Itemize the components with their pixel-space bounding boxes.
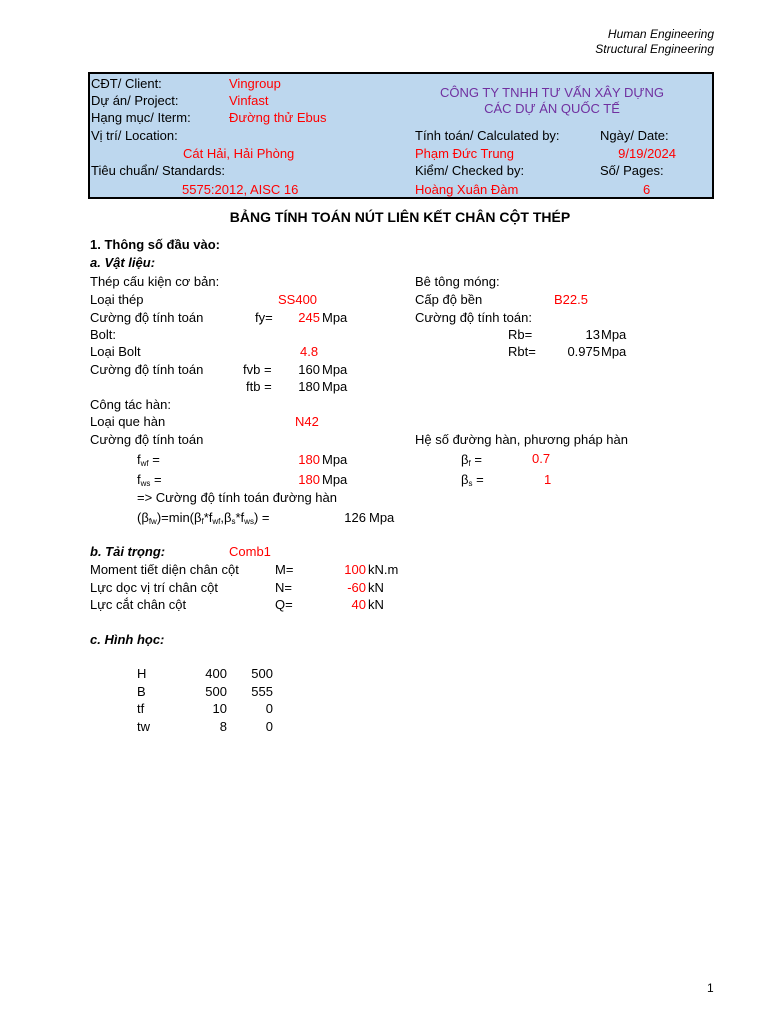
loads-heading: b. Tải trọng: bbox=[90, 544, 166, 559]
geometry-row-name: tw bbox=[137, 719, 150, 734]
date-label: Ngày/ Date: bbox=[600, 128, 669, 143]
fvb-label: fvb = bbox=[243, 362, 272, 377]
rbt-label: Rbt= bbox=[508, 344, 536, 359]
beta-s-symbol: $\beta_s$ = bbox=[461, 472, 484, 488]
client-label: CĐT/ Client: bbox=[91, 76, 162, 91]
weld-heading: Công tác hàn: bbox=[90, 397, 171, 412]
client-value: Vingroup bbox=[229, 76, 281, 91]
standards-value: 5575:2012, AISC 16 bbox=[182, 182, 299, 197]
fws-symbol: $f_{ws}$ = bbox=[137, 472, 162, 488]
header-company-line2: Structural Engineering bbox=[595, 42, 714, 56]
standards-label: Tiêu chuẩn/ Standards: bbox=[91, 163, 225, 178]
moment-unit: kN.m bbox=[368, 562, 399, 577]
geometry-row-value1: 10 bbox=[212, 701, 227, 716]
beta-s-value: 1 bbox=[544, 472, 552, 487]
geometry-row-value1: 8 bbox=[219, 719, 227, 734]
moment-label: Moment tiết diện chân cột bbox=[90, 562, 239, 577]
bolt-type-value: 4.8 bbox=[300, 344, 319, 359]
steel-type-value: SS400 bbox=[278, 292, 318, 307]
axial-value: -60 bbox=[347, 580, 366, 595]
shear-unit: kN bbox=[368, 597, 384, 612]
pages-value: 6 bbox=[643, 182, 651, 197]
geometry-row-value1: 400 bbox=[205, 666, 227, 681]
geometry-row-value2: 555 bbox=[251, 684, 273, 699]
bolt-strength-label: Cường độ tính toán bbox=[90, 362, 204, 377]
load-combo-value: Comb1 bbox=[229, 544, 271, 559]
rb-unit: Mpa bbox=[601, 327, 627, 342]
concrete-grade-label: Cấp độ bền bbox=[415, 292, 483, 307]
weld-coef-heading: Hệ số đường hàn, phương pháp hàn bbox=[415, 432, 628, 447]
fvb-value: 160 bbox=[298, 362, 320, 377]
bfw-unit: Mpa bbox=[369, 510, 395, 525]
document-title: BẢNG TÍNH TOÁN NÚT LIÊN KẾT CHÂN CỘT THÉP bbox=[229, 209, 571, 225]
fy-value: 245 bbox=[298, 310, 320, 325]
geometry-row-name: B bbox=[137, 684, 146, 699]
shear-label: Lực cắt chân cột bbox=[90, 597, 187, 612]
bfw-value: 126 bbox=[344, 510, 366, 525]
bolt-heading: Bolt: bbox=[90, 327, 117, 342]
bolt-type-label: Loại Bolt bbox=[90, 344, 141, 359]
concrete-strength-label: Cường độ tính toán: bbox=[415, 310, 532, 325]
fwf-unit: Mpa bbox=[322, 452, 348, 467]
project-label: Dự án/ Project: bbox=[91, 93, 179, 108]
rb-label: Rb= bbox=[508, 327, 533, 342]
axial-unit: kN bbox=[368, 580, 384, 595]
fws-value: 180 bbox=[298, 472, 320, 487]
project-value: Vinfast bbox=[229, 93, 269, 108]
rbt-unit: Mpa bbox=[601, 344, 627, 359]
beta-f-symbol: $\beta_f$ = bbox=[461, 452, 482, 468]
weld-strength-label: Cường độ tính toán bbox=[90, 432, 204, 447]
rbt-value: 0.975 bbox=[567, 344, 600, 359]
electrode-label: Loại que hàn bbox=[90, 414, 166, 429]
title-block bbox=[88, 72, 714, 199]
fws-unit: Mpa bbox=[322, 472, 348, 487]
bfw-formula: $(\beta_{fw})=\min(\beta_f*f_{wf},\beta_s*f_{ws})$ = bbox=[137, 510, 270, 526]
weld-result-text: => Cường độ tính toán đường hàn bbox=[137, 490, 337, 505]
ftb-label: ftb = bbox=[246, 379, 272, 394]
geometry-row-value2: 0 bbox=[265, 701, 273, 716]
geometry-row-value1: 500 bbox=[205, 684, 227, 699]
steel-strength-label: Cường độ tính toán bbox=[90, 310, 204, 325]
company-name-line1: CÔNG TY TNHH TƯ VẤN XÂY DỰNG bbox=[440, 85, 664, 100]
page-number: 1 bbox=[707, 981, 714, 995]
electrode-value: N42 bbox=[295, 414, 319, 429]
concrete-grade-value: B22.5 bbox=[554, 292, 588, 307]
moment-symbol: M= bbox=[275, 562, 294, 577]
ftb-value: 180 bbox=[298, 379, 320, 394]
steel-type-label: Loại thép bbox=[90, 292, 144, 307]
concrete-heading: Bê tông móng: bbox=[415, 274, 500, 289]
materials-heading: a. Vật liệu: bbox=[90, 255, 156, 270]
shear-value: 40 bbox=[351, 597, 366, 612]
geometry-row-name: H bbox=[137, 666, 147, 681]
geometry-row-name: tf bbox=[137, 701, 145, 716]
location-value: Cát Hải, Hải Phòng bbox=[183, 146, 295, 161]
checked-by-label: Kiểm/ Checked by: bbox=[415, 163, 525, 178]
header-company-line1: Human Engineering bbox=[607, 27, 714, 41]
fwf-value: 180 bbox=[298, 452, 320, 467]
beta-f-value: 0.7 bbox=[532, 451, 551, 466]
geometry-row-value2: 500 bbox=[251, 666, 273, 681]
company-name-line2: CÁC DỰ ÁN QUỐC TẾ bbox=[484, 101, 620, 116]
geometry-heading: c. Hình học: bbox=[90, 632, 165, 647]
fwf-symbol: $f_{wf}$ = bbox=[137, 452, 160, 468]
section-inputs-heading: 1. Thông số đầu vào: bbox=[90, 237, 221, 252]
item-value: Đường thử Ebus bbox=[229, 110, 327, 125]
fy-unit: Mpa bbox=[322, 310, 348, 325]
moment-value: 100 bbox=[344, 562, 366, 577]
steel-heading: Thép cấu kiện cơ bản: bbox=[90, 274, 220, 289]
location-label: Vị trí/ Location: bbox=[91, 128, 178, 143]
item-label: Hạng mục/ Iterm: bbox=[91, 110, 191, 125]
rb-value: 13 bbox=[585, 327, 600, 342]
shear-symbol: Q= bbox=[275, 597, 293, 612]
date-value: 9/19/2024 bbox=[618, 146, 676, 161]
calculated-by-label: Tính toán/ Calculated by: bbox=[415, 128, 560, 143]
calculated-by-value: Phạm Đức Trung bbox=[415, 146, 515, 161]
axial-symbol: N= bbox=[275, 580, 292, 595]
checked-by-value: Hoàng Xuân Đàm bbox=[415, 182, 519, 197]
fvb-unit: Mpa bbox=[322, 362, 348, 377]
axial-label: Lực dọc vị trí chân cột bbox=[90, 580, 218, 595]
fy-label: fy= bbox=[255, 310, 273, 325]
geometry-row-value2: 0 bbox=[265, 719, 273, 734]
ftb-unit: Mpa bbox=[322, 379, 348, 394]
pages-label: Số/ Pages: bbox=[600, 163, 664, 178]
